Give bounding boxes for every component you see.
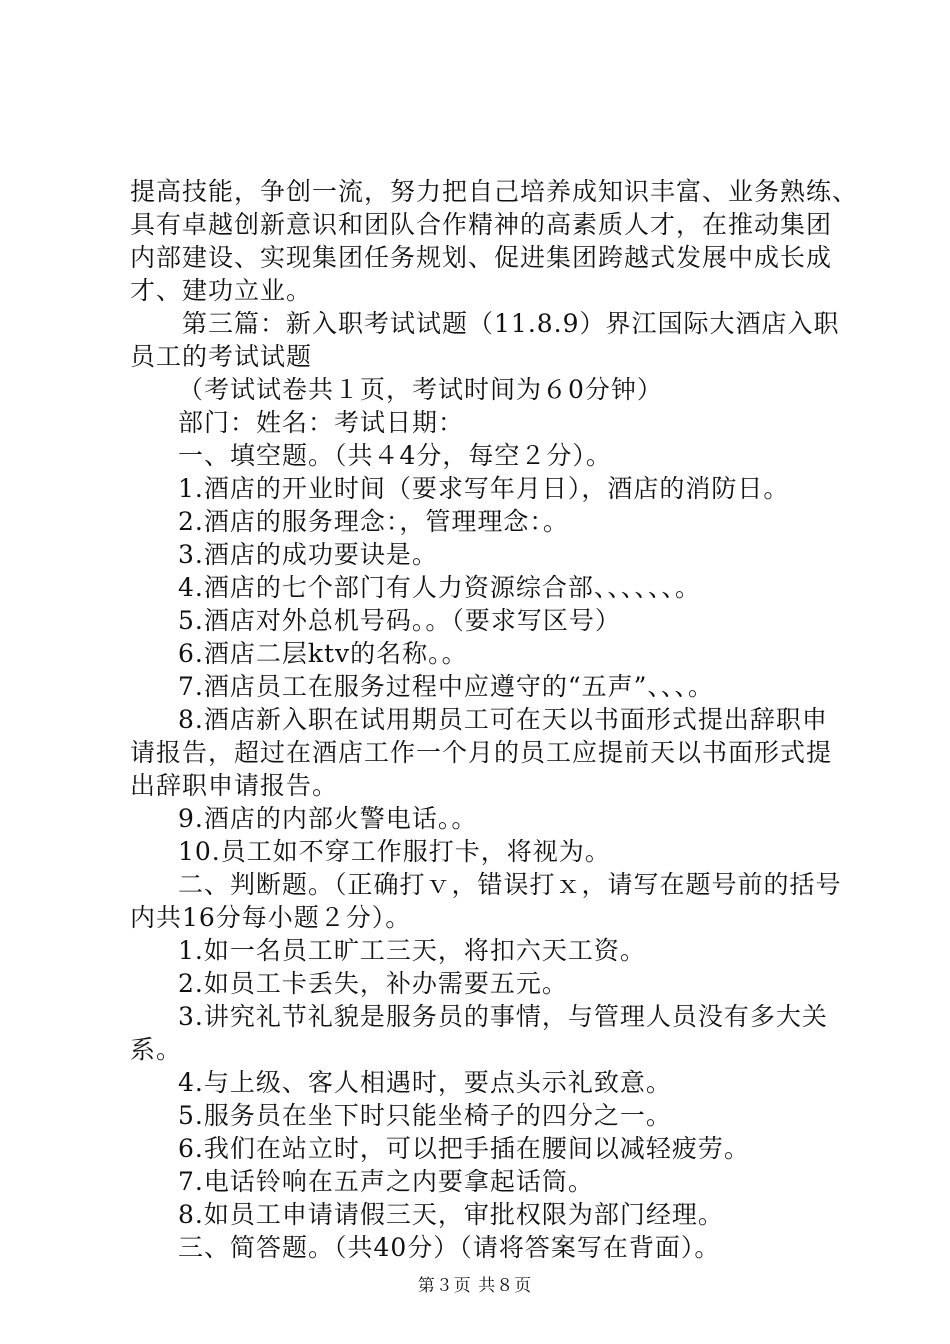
question-item: 7.电话铃响在五声之内要拿起话筒。 bbox=[178, 1167, 594, 1196]
question-item: 1.酒店的开业时间（要求写年月日），酒店的消防日。 bbox=[178, 474, 790, 503]
question-item: 4.酒店的七个部门有人力资源综合部、、、、、、。 bbox=[178, 573, 701, 602]
section-title-true-false: 二、判断题。（正确打ｖ，错误打ｘ，请写在题号前的括号 bbox=[178, 870, 842, 899]
question-item: 2.如员工卡丢失，补办需要五元。 bbox=[178, 969, 568, 998]
question-item: 8.酒店新入职在试用期员工可在天以书面形式提出辞职申 bbox=[178, 705, 828, 734]
question-item: 5.服务员在坐下时只能坐椅子的四分之一。 bbox=[178, 1101, 672, 1130]
question-item: 10.员工如不穿工作服打卡，将视为。 bbox=[178, 837, 611, 866]
text-line: 内共16分每小题２分）。 bbox=[130, 903, 412, 932]
text-line: 才、建功立业。 bbox=[130, 276, 313, 305]
question-item: 2.酒店的服务理念：，管理理念：。 bbox=[178, 507, 569, 536]
section-heading: 第三篇：新入职考试试题（11.8.9）界江国际大酒店入职 bbox=[182, 309, 840, 338]
question-item: 9.酒店的内部火警电话。。 bbox=[178, 804, 478, 833]
question-item: 3.酒店的成功要诀是。 bbox=[178, 540, 438, 569]
text-line: 请报告，超过在酒店工作一个月的员工应提前天以书面形式提 bbox=[130, 738, 833, 767]
section-title-fill-in: 一、填空题。（共４4分，每空２分）。 bbox=[178, 441, 612, 470]
question-item: 6.酒店二层ktv的名称。。 bbox=[178, 639, 468, 668]
text-line: 员工的考试试题 bbox=[130, 342, 313, 371]
question-item: 7.酒店员工在服务过程中应遵守的“五声”、、、。 bbox=[178, 672, 714, 701]
text-line: 系。 bbox=[130, 1035, 183, 1064]
text-line: 出辞职申请报告。 bbox=[130, 771, 339, 800]
question-item: 1.如一名员工旷工三天，将扣六天工资。 bbox=[178, 936, 646, 965]
section-title-short-answer: 三、简答题。（共40分）（请将答案写在背面）。 bbox=[178, 1233, 721, 1262]
page-number: 第３页 共８页 bbox=[417, 1276, 533, 1296]
text-line: 提高技能，争创一流，努力把自己培养成知识丰富、业务熟练、 bbox=[130, 177, 859, 206]
question-item: 3.讲究礼节礼貌是服务员的事情，与管理人员没有多大关 bbox=[178, 1002, 828, 1031]
text-line: 具有卓越创新意识和团队合作精神的高素质人才，在推动集团 bbox=[130, 210, 833, 239]
question-item: 4.与上级、客人相遇时，要点头示礼致意。 bbox=[178, 1068, 672, 1097]
exam-header-fields: 部门：姓名：考试日期： bbox=[178, 408, 465, 437]
question-item: 6.我们在站立时，可以把手插在腰间以减轻疲劳。 bbox=[178, 1134, 750, 1163]
question-item: 5.酒店对外总机号码。。（要求写区号） bbox=[178, 606, 621, 635]
exam-note: （考试试卷共１页，考试时间为６0分钟） bbox=[178, 375, 663, 404]
document-body bbox=[130, 175, 859, 1264]
question-item: 8.如员工申请请假三天，审批权限为部门经理。 bbox=[178, 1200, 724, 1229]
text-line: 内部建设、实现集团任务规划、促进集团跨越式发展中成长成 bbox=[130, 243, 833, 272]
